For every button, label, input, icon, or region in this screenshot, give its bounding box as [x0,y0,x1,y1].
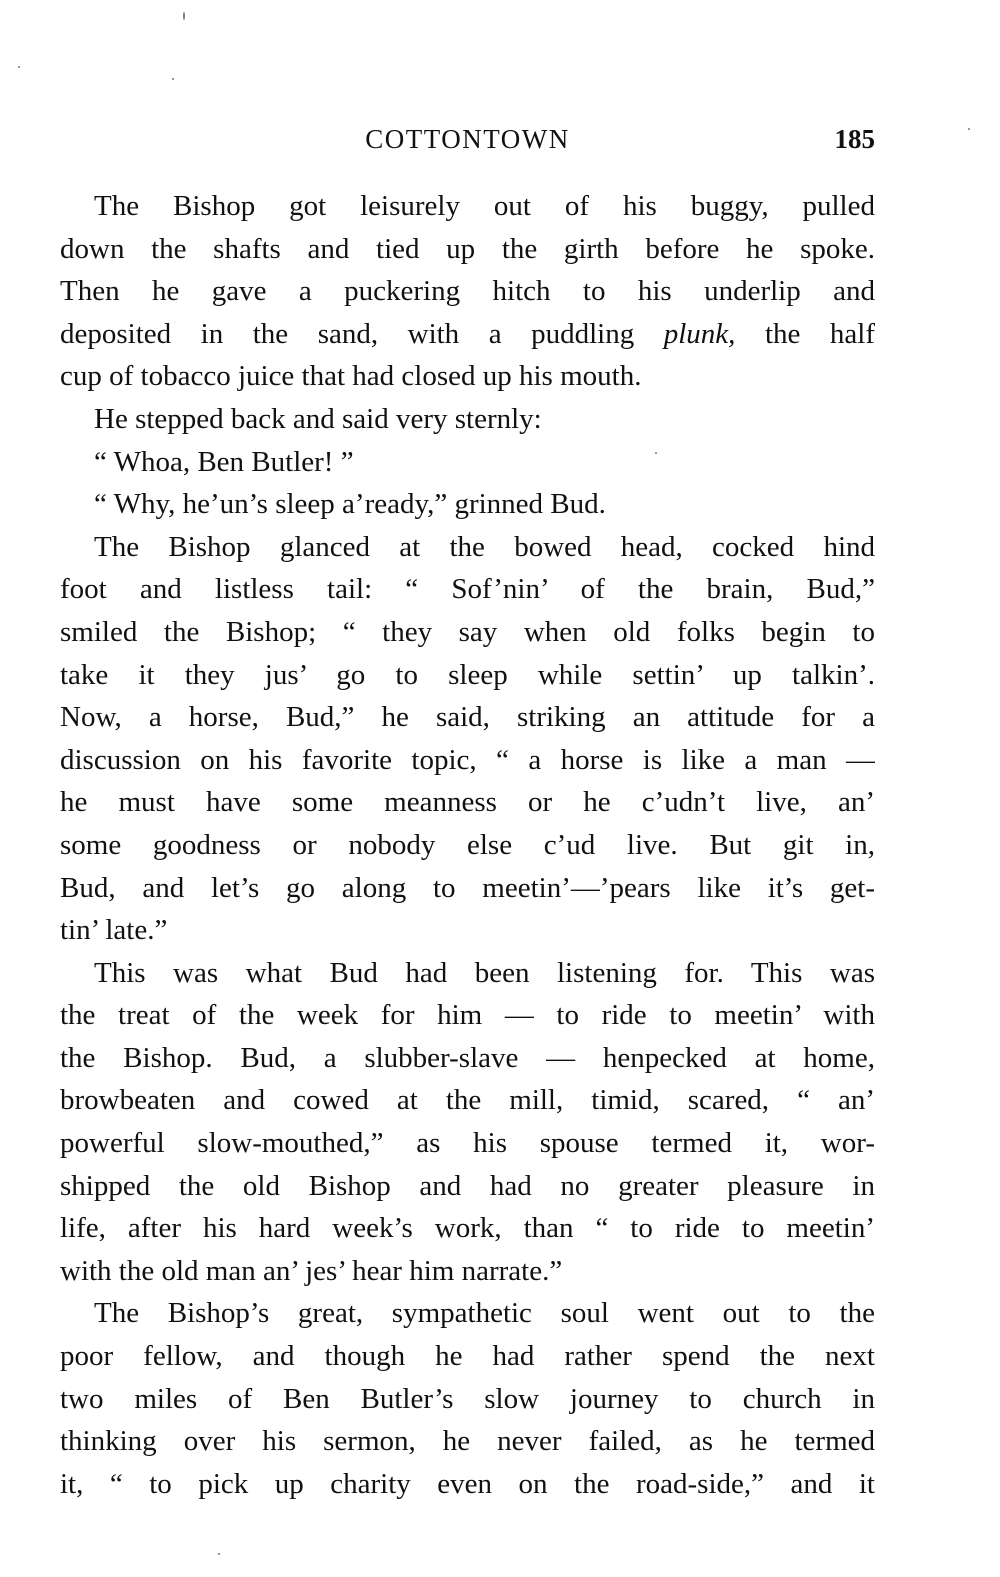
text-line: Then he gave a puckering hitch to his underlip and [60,275,875,308]
text-line: This was what Bud had been listening for. This was [94,956,875,989]
text-line: Bud, and let’s go along to meetin’—’pears like it’s get- [60,871,875,904]
scan-speck [218,1553,220,1555]
text-line: life, after his hard week’s work, than “ to ride to meetin’ [60,1212,875,1245]
italic-word: plunk, [663,317,736,350]
text-line: He stepped back and said very sternly: [94,402,542,435]
text-line: take it they jus’ go to sleep while settin’ up talkin’. [60,658,875,691]
scan-speck [183,12,185,20]
text-line: thinking over his sermon, he never failed, as he termed [60,1425,875,1458]
text-line: deposited in the sand, with a puddling plunk, the half [60,317,875,350]
page-number: 185 [834,124,875,154]
body-text [60,185,875,1505]
text-line: the Bishop. Bud, a slubber-slave — henpecked at home, [60,1041,875,1074]
text-line: tin’ late.” [60,914,168,947]
text-line: two miles of Ben Butler’s slow journey to church in [60,1382,875,1415]
text-line: “ Why, he’un’s sleep a’ready,” grinned Bud. [94,488,606,521]
text-line: smiled the Bishop; “ they say when old folks begin to [60,615,875,648]
scan-speck [18,66,20,68]
running-head: COTTONTOWN [365,124,570,154]
text-line: “ Whoa, Ben Butler! ” [94,445,354,478]
scan-speck [172,78,174,80]
text-line: with the old man an’ jes’ hear him narrate.” [60,1254,563,1287]
scan-speck [968,128,970,130]
text-line: discussion on his favorite topic, “ a horse is like a man — [60,743,875,776]
text-line: foot and listless tail: “ Sof’nin’ of the brain, Bud,” [60,573,875,606]
text-line: he must have some meanness or he c’udn’t live, an’ [60,786,875,819]
text-line: The Bishop got leisurely out of his buggy, pulled [94,190,875,222]
text-line: cup of tobacco juice that had closed up his mouth. [60,360,642,393]
text-line: some goodness or nobody else c’ud live. But git in, [60,828,875,861]
text-line: powerful slow-mouthed,” as his spouse termed it, wor- [60,1127,875,1160]
page-header [60,118,875,162]
text-line: down the shafts and tied up the girth before he spoke. [60,232,875,265]
text-line: poor fellow, and though he had rather spend the next [60,1340,875,1373]
text-line: it, “ to pick up charity even on the road-side,” and it [60,1467,875,1500]
text-line: the treat of the week for him — to ride to meetin’ with [60,999,875,1032]
text-line: browbeaten and cowed at the mill, timid, scared, “ an’ [60,1084,875,1117]
text-line: The Bishop’s great, sympathetic soul went out to the [94,1297,875,1330]
text-line: Now, a horse, Bud,” he said, striking an attitude for a [60,701,875,734]
text-line: shipped the old Bishop and had no greater pleasure in [60,1169,875,1202]
text-line: The Bishop glanced at the bowed head, cocked hind [94,530,875,563]
